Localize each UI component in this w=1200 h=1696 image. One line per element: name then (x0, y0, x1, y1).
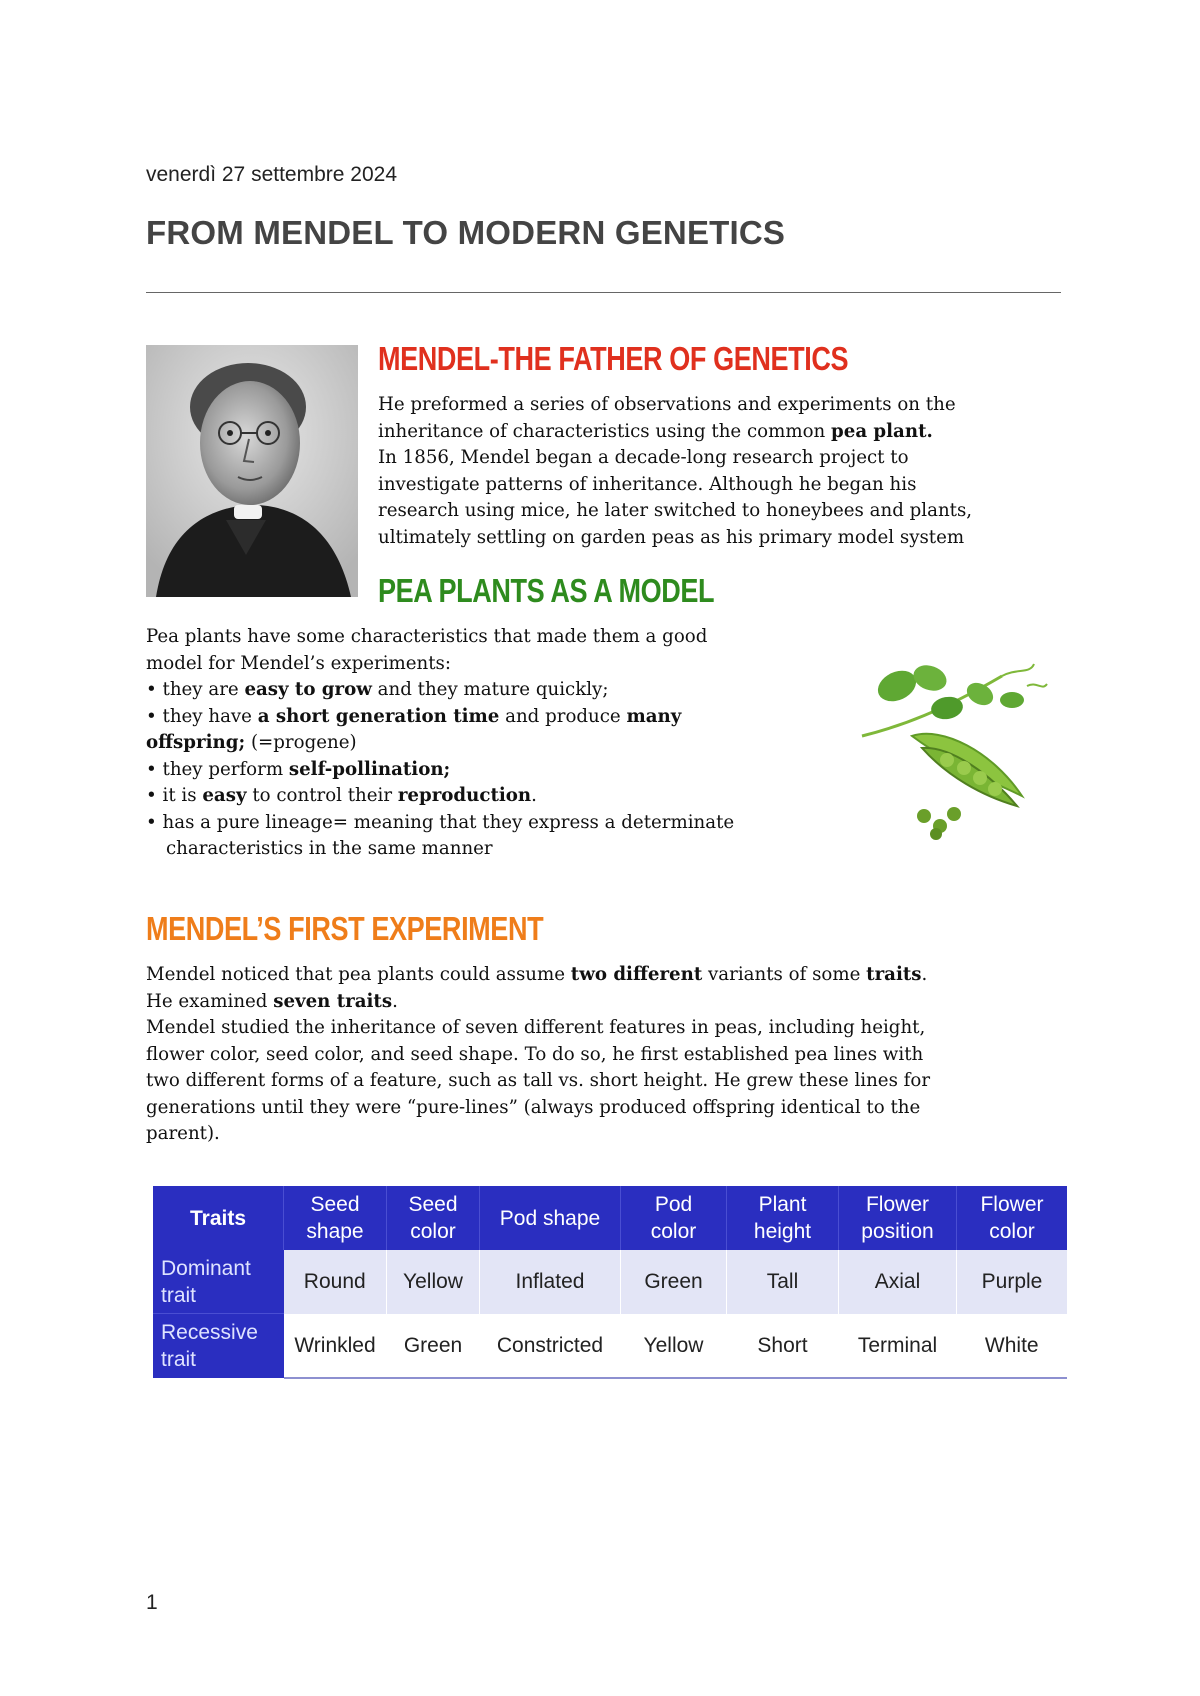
first-experiment-paragraph (146, 962, 1076, 1148)
text-line: He examined seven traits. (146, 990, 398, 1012)
text-line: generations until they were “pure-lines” (always produced offspring identical to the (146, 1096, 921, 1118)
text-line: Mendel noticed that pea plants could assume two different variants of some traits. (146, 964, 928, 985)
table-cell: White (957, 1314, 1068, 1378)
heading-mendel-father: MENDEL-THE FATHER OF GENETICS (378, 340, 849, 377)
pea-plants-paragraph (146, 624, 846, 863)
text-line: He preformed a series of observations and experiments on the (378, 394, 956, 415)
page-title: FROM MENDEL TO MODERN GENETICS (146, 214, 786, 251)
table-cell: Axial (839, 1250, 957, 1314)
text-line: ultimately settling on garden peas as his primary model system (378, 526, 965, 548)
text-line: parent). (146, 1123, 220, 1144)
bullet-generation-time-cont: offspring; (=progene) (146, 732, 357, 753)
table-cell: Constricted (480, 1314, 621, 1378)
table-cell: Yellow (387, 1250, 480, 1314)
table-cell: Tall (727, 1250, 839, 1314)
text-line: investigate patterns of inheritance. Although he began his (378, 473, 917, 495)
mendel-paragraph (378, 392, 1078, 551)
page-date: venerdì 27 settembre 2024 (146, 163, 397, 186)
bold-text: pea plant. (831, 420, 933, 442)
table-cell: Green (621, 1250, 727, 1314)
column-header: Plant height (727, 1186, 839, 1250)
bullet-reproduction: • it is easy to control their reproduction. (146, 785, 537, 806)
text-line: model for Mendel’s experiments: (146, 652, 452, 674)
table-row-dominant (153, 1250, 1067, 1314)
table-cell: Round (284, 1250, 387, 1314)
bullet-easy-grow: • they are easy to grow and they mature quickly; (146, 679, 609, 700)
column-header: Flower position (839, 1186, 957, 1250)
text-line: In 1856, Mendel began a decade-long research project to (378, 447, 909, 468)
traits-header-corner: Traits (153, 1186, 284, 1250)
table-cell: Short (727, 1314, 839, 1378)
bullet-self-pollination: • they perform self-pollination; (146, 758, 451, 780)
bullet-pure-lineage-cont: characteristics in the same manner (166, 838, 493, 859)
column-header: Flower color (957, 1186, 1068, 1250)
text-line: flower color, seed color, and seed shape. To do so, he first established pea lines with (146, 1043, 924, 1065)
traits-table (153, 1186, 1067, 1379)
heading-pea-plants: PEA PLANTS AS A MODEL (378, 572, 715, 609)
table-cell: Purple (957, 1250, 1068, 1314)
text-line: research using mice, he later switched to honeybees and plants, (378, 500, 973, 521)
table-cell: Green (387, 1314, 480, 1378)
table-cell: Wrinkled (284, 1314, 387, 1378)
heading-first-experiment: MENDEL’S FIRST EXPERIMENT (146, 910, 544, 947)
mendel-portrait-photo (146, 345, 358, 597)
row-header-recessive: Recessive trait (153, 1314, 284, 1378)
text-line: Pea plants have some characteristics that made them a good (146, 626, 708, 647)
bullet-pure-lineage: • has a pure lineage= meaning that they express a determinate (146, 811, 735, 833)
bullet-generation-time: • they have a short generation time and produce many (146, 705, 682, 727)
table-row-recessive (153, 1314, 1067, 1378)
pea-pod-image (852, 656, 1052, 842)
table-cell: Inflated (480, 1250, 621, 1314)
table-cell: Terminal (839, 1314, 957, 1378)
column-header: Seed shape (284, 1186, 387, 1250)
title-divider (146, 292, 1061, 293)
text-line: two different forms of a feature, such as tall vs. short height. He grew these lines for (146, 1070, 931, 1091)
column-header: Pod color (621, 1186, 727, 1250)
text-line: Mendel studied the inheritance of seven different features in peas, including height, (146, 1017, 926, 1038)
page-number: 1 (146, 1591, 158, 1614)
text-span: inheritance of characteristics using the common (378, 420, 832, 442)
column-header: Pod shape (480, 1186, 621, 1250)
table-cell: Yellow (621, 1314, 727, 1378)
column-header: Seed color (387, 1186, 480, 1250)
row-header-dominant: Dominant trait (153, 1250, 284, 1314)
